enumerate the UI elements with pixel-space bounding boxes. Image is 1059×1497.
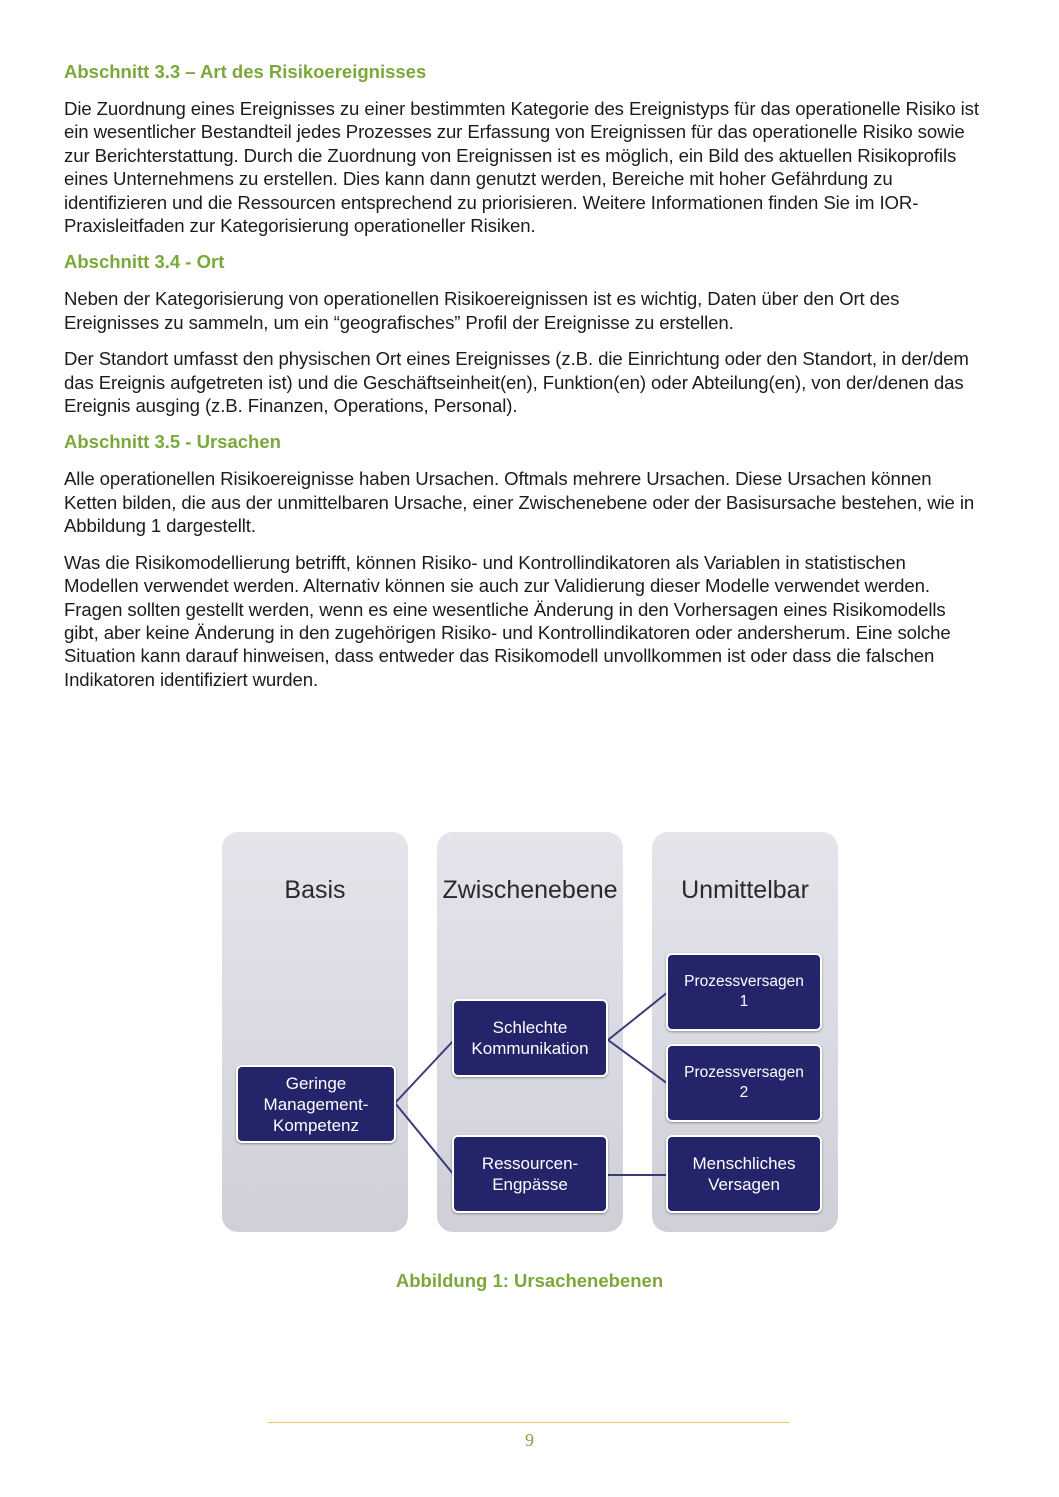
box-schlechte-kommunikation: Schlechte Kommunikation	[452, 999, 608, 1077]
box-prozessversagen-1: Prozessversagen 1	[666, 953, 822, 1031]
section-3-4-paragraph-1: Neben der Kategorisierung von operationellen Risikoereignissen ist es wichtig, Daten über den Ort des Ereignisses zu sammeln, um ein “geografisches” Profil der Ereignisse zu erstellen.	[64, 288, 900, 333]
box-menschliches-versagen: Menschliches Versagen	[666, 1135, 822, 1213]
column-title-unmittelbar: Unmittelbar	[681, 876, 809, 904]
connector-schlechte-prozess1	[608, 992, 668, 1040]
section-3-5-paragraph-2: Was die Risikomodellierung betrifft, können Risiko- und Kontrollindikatoren als Variablen in statistischen Modellen verwendet werden. Alternativ können sie auch zur Validierung dieser Modelle verwendet werden. Fragen sollten gestellt werden, wenn es eine wesentliche Änderung in den Vorhersagen eines Risikomodells gibt, aber keine Änderung in den zugehörigen Risiko- und Kontrollindikatoren oder andersherum. Eine solche Situation kann darauf hinweisen, dass entweder das Risikomodell unvollkommen ist oder dass die falschen Indikatoren identifiziert wurden.	[64, 551, 951, 690]
section-3-3-paragraph-1: Die Zuordnung eines Ereignisses zu einer bestimmten Kategorie des Ereignistyps für das operationelle Risiko ist ein wesentlicher Bestandteil jedes Prozesses zur Erfassung von Ereignissen für das operationelle Risiko sowie zur Berichterstattung. Durch die Zuordnung von Ereignissen ist es möglich, ein Bild des aktuellen Risikoprofils eines Unternehmens zu erstellen. Dies kann dann genutzt werden, Bereiche mit hoher Gefährdung zu identifizieren und die Ressourcen entsprechend zu priorisieren. Weitere Informationen finden Sie im IOR-Praxisleitfaden zur Kategorisierung operationeller Risiken.	[64, 98, 979, 237]
figure-caption: Abbildung 1: Ursachenebenen	[395, 1270, 664, 1291]
column-title-zwischenebene: Zwischenebene	[442, 876, 618, 904]
section-3-5-paragraph-1: Alle operationellen Risikoereignisse haben Ursachen. Oftmals mehrere Ursachen. Diese Ursachen können Ketten bilden, die aus der unmittelbaren Ursache, einer Zwischenebene oder der Basisursache bestehen, wie in Abbildung 1 dargestellt.	[64, 468, 975, 537]
connector-geringe-ressourcen	[395, 1103, 454, 1175]
connector-schlechte-prozess2	[608, 1040, 668, 1084]
box-geringe-management-kompetenz: Geringe Management- Kompetenz	[236, 1065, 396, 1143]
page-content	[64, 60, 984, 704]
box-ressourcen-engpaesse: Ressourcen- Engpässe	[452, 1135, 608, 1213]
page-number: 9	[525, 1430, 534, 1450]
section-heading-3-4: Abschnitt 3.4 - Ort	[64, 251, 225, 273]
column-title-basis: Basis	[284, 876, 346, 904]
section-heading-3-5: Abschnitt 3.5 - Ursachen	[64, 431, 281, 453]
section-heading-3-3: Abschnitt 3.3 – Art des Risikoereignisses	[64, 61, 427, 82]
section-3-4-paragraph-2: Der Standort umfasst den physischen Ort eines Ereignisses (z.B. die Einrichtung oder den Standort, in der/dem das Ereignis aufgetreten ist) und die Geschäftseinheit(en), Funktion(en) oder Abteilung(en), von der/denen das Ereignis ausging (z.B. Finanzen, Operations, Personal).	[64, 348, 969, 417]
cause-levels-diagram	[222, 832, 838, 1232]
box-prozessversagen-2: Prozessversagen 2	[666, 1044, 822, 1122]
footer-rule	[268, 1422, 789, 1423]
connector-geringe-schlechte	[395, 1040, 454, 1103]
